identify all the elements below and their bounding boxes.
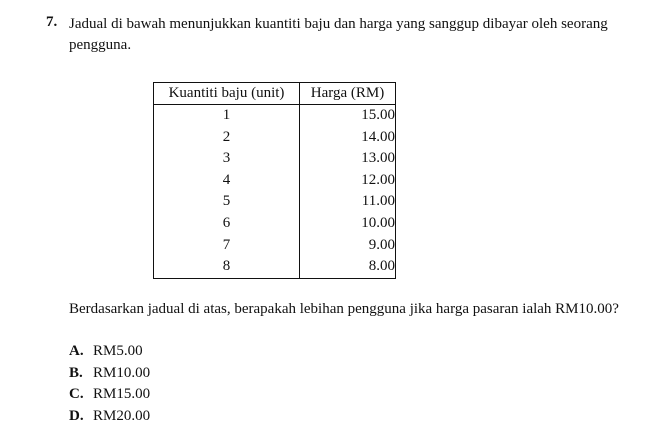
question-number: 7. <box>46 14 58 30</box>
option-letter: B. <box>69 364 83 381</box>
table-row <box>154 170 396 192</box>
table-row <box>154 127 396 149</box>
option-letter: C. <box>69 386 84 402</box>
quantity-price-table <box>153 82 396 279</box>
quantity-cell: 8 <box>154 256 300 278</box>
table-row <box>154 105 396 127</box>
quantity-cell: 5 <box>154 191 300 213</box>
option-letter: D. <box>69 407 84 424</box>
answer-options <box>69 341 150 427</box>
price-cell: 9.00 <box>300 235 396 257</box>
table-row <box>154 256 396 278</box>
price-cell: 8.00 <box>300 256 396 278</box>
option-text: RM20.00 <box>93 407 151 424</box>
option-a[interactable] <box>69 341 150 363</box>
option-b[interactable] <box>69 363 150 385</box>
quantity-cell: 7 <box>154 235 300 257</box>
price-cell: 13.00 <box>300 148 396 170</box>
quantity-cell: 1 <box>154 105 300 127</box>
price-cell: 12.00 <box>300 170 396 192</box>
table-header-row <box>154 83 396 105</box>
table-row <box>154 191 396 213</box>
price-cell: 14.00 <box>300 127 396 149</box>
option-text: RM5.00 <box>93 343 143 359</box>
price-cell: 15.00 <box>300 105 396 127</box>
quantity-cell: 6 <box>154 213 300 235</box>
question-prompt: Berdasarkan jadual di atas, berapakah lebihan pengguna jika harga pasaran ialah RM10.00? <box>69 301 619 317</box>
header-quantity: Kuantiti baju (unit) <box>154 83 300 105</box>
option-text: RM15.00 <box>93 386 151 402</box>
table-row <box>154 148 396 170</box>
option-d[interactable] <box>69 406 150 428</box>
table-row <box>154 213 396 235</box>
option-c[interactable] <box>69 384 150 406</box>
option-letter: A. <box>69 343 84 359</box>
quantity-cell: 3 <box>154 148 300 170</box>
price-cell: 11.00 <box>300 191 396 213</box>
table-row <box>154 235 396 257</box>
quantity-cell: 2 <box>154 127 300 149</box>
question-intro: Jadual di bawah menunjukkan kuantiti baju dan harga yang sanggup dibayar oleh seorang pengguna. <box>69 16 608 53</box>
price-cell: 10.00 <box>300 213 396 235</box>
option-text: RM10.00 <box>93 364 151 381</box>
quantity-cell: 4 <box>154 170 300 192</box>
header-price: Harga (RM) <box>300 83 396 105</box>
